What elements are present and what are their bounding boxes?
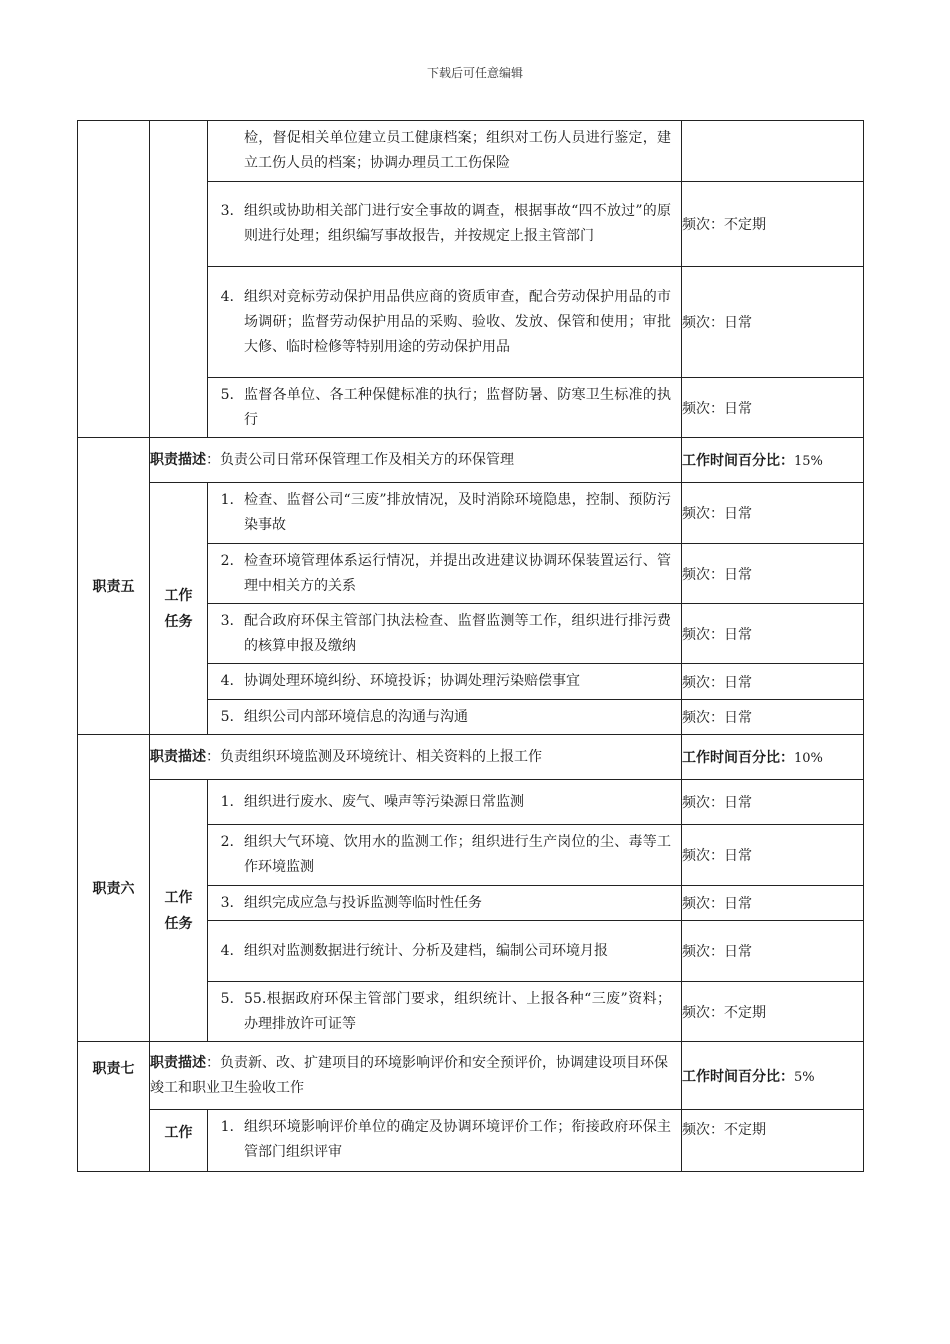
page-header: 下载后可任意编辑 <box>426 66 523 80</box>
desc-text: 负责公司日常环保管理工作及相关方的环保管理 <box>220 451 514 468</box>
pct-value: 5% <box>794 1069 815 1085</box>
task-label <box>150 1110 208 1172</box>
item-number: 5. <box>220 708 234 725</box>
duty-description <box>150 735 682 780</box>
duty-description <box>150 1042 682 1110</box>
task-label-line2: 任务 <box>164 915 193 932</box>
task-item <box>208 886 682 921</box>
table-row <box>78 483 864 544</box>
item-text: 组织进行废水、废气、噪声等污染源日常监测 <box>244 793 524 810</box>
item-text: 协调处理环境纠纷、环境投诉；协调处理污染赔偿事宜 <box>244 673 580 689</box>
task-item <box>208 182 682 267</box>
task-item <box>208 1110 682 1172</box>
item-number <box>208 126 244 176</box>
duty-name: 职责六 <box>78 735 150 1042</box>
duty-description <box>150 438 682 483</box>
item-text: 组织对监测数据进行统计、分析及建档，编制公司环境月报 <box>244 942 608 959</box>
duty-description-row <box>78 438 864 483</box>
frequency-cell <box>682 121 864 182</box>
item-number: 1. <box>220 793 234 810</box>
task-label-line2: 任务 <box>164 613 193 630</box>
desc-label: 职责描述 <box>150 451 206 468</box>
item-text: 检，督促相关单位建立员工健康档案；组织对工伤人员进行鉴定，建立工伤人员的档案；协调办理员工工伤保险 <box>244 130 671 171</box>
time-percentage <box>682 1042 864 1110</box>
task-item <box>208 483 682 544</box>
item-number: 2. <box>220 834 234 850</box>
frequency-cell: 频次：日常 <box>682 886 864 921</box>
item-text: 配合政府环保主管部门执法检查、监督监测等工作，组织进行排污费的核算申报及缴纳 <box>244 612 671 654</box>
frequency-cell: 频次：不定期 <box>682 982 864 1042</box>
pct-colon: ： <box>780 750 794 766</box>
desc-label: 职责描述 <box>150 748 206 765</box>
item-number: 3. <box>220 203 234 219</box>
frequency-cell: 频次：日常 <box>682 664 864 700</box>
frequency-cell: 频次：日常 <box>682 700 864 735</box>
pct-label: 工作时间百分比 <box>682 1068 780 1085</box>
task-label-line1: 工作 <box>164 1125 193 1141</box>
task-label-cell <box>150 121 208 438</box>
task-item <box>208 664 682 700</box>
pct-value: 15% <box>794 454 823 469</box>
item-text: 组织大气环境、饮用水的监测工作；组织进行生产岗位的尘、毒等工作环境监测 <box>244 834 671 875</box>
task-label-line1: 工作 <box>164 889 193 906</box>
frequency-cell: 频次：日常 <box>682 825 864 886</box>
task-item <box>208 378 682 438</box>
time-percentage <box>682 735 864 780</box>
item-text: 监督各单位、各工种保健标准的执行；监督防暑、防寒卫生标准的执行 <box>244 386 671 428</box>
duty-name: 职责五 <box>78 438 150 735</box>
task-item <box>208 700 682 735</box>
frequency-cell: 频次：日常 <box>682 267 864 378</box>
item-number: 3. <box>220 894 234 911</box>
frequency-cell: 频次：日常 <box>682 544 864 604</box>
desc-colon: ： <box>206 451 220 468</box>
task-label <box>150 780 208 1042</box>
time-percentage <box>682 438 864 483</box>
task-item <box>208 921 682 982</box>
pct-colon: ： <box>780 453 794 469</box>
item-text: 检查环境管理体系运行情况，并提出改进建议协调环保装置运行、管理中相关方的关系 <box>244 552 671 594</box>
duty-table <box>77 120 864 1172</box>
item-number: 1. <box>220 492 234 508</box>
table-row <box>78 1110 864 1172</box>
item-text: 组织公司内部环境信息的沟通与沟通 <box>244 708 468 725</box>
pct-value: 10% <box>794 751 823 766</box>
item-number: 4. <box>220 942 234 959</box>
item-text: 检查、监督公司“三废”排放情况，及时消除环境隐患，控制、预防污染事故 <box>244 492 671 533</box>
item-number: 2. <box>220 552 234 569</box>
task-item <box>208 544 682 604</box>
table-row <box>78 780 864 825</box>
frequency-cell: 频次：日常 <box>682 378 864 438</box>
frequency-cell: 频次：日常 <box>682 604 864 664</box>
task-item <box>208 121 682 182</box>
item-number: 4. <box>220 288 234 305</box>
desc-colon: ： <box>206 1054 220 1071</box>
duty-description-row <box>78 735 864 780</box>
item-number: 5. <box>220 386 234 403</box>
item-text: 组织或协助相关部门进行安全事故的调查，根据事故“四不放过”的原则进行处理；组织编写事故报告，并按规定上报主管部门 <box>244 203 671 244</box>
task-label <box>150 483 208 735</box>
duty-name-cell <box>78 121 150 438</box>
frequency-cell: 频次：不定期 <box>682 1110 864 1172</box>
task-item <box>208 780 682 825</box>
item-text: 组织环境影响评价单位的确定及协调环境评价工作；衔接政府环保主管部门组织评审 <box>244 1119 671 1160</box>
duty-description-row <box>78 1042 864 1110</box>
desc-text: 负责组织环境监测及环境统计、相关资料的上报工作 <box>220 748 542 765</box>
table-row <box>78 121 864 182</box>
duty-name: 职责七 <box>78 1042 150 1172</box>
frequency-cell: 频次：不定期 <box>682 182 864 267</box>
desc-text: 负责新、改、扩建项目的环境影响评价和安全预评价，协调建设项目环保竣工和职业卫生验收工作 <box>150 1054 668 1096</box>
task-item <box>208 825 682 886</box>
frequency-cell: 频次：日常 <box>682 780 864 825</box>
desc-colon: ： <box>206 748 220 765</box>
task-item <box>208 267 682 378</box>
task-item <box>208 982 682 1042</box>
task-label-line1: 工作 <box>164 587 193 604</box>
frequency-cell: 频次：日常 <box>682 483 864 544</box>
desc-label: 职责描述 <box>150 1054 206 1071</box>
item-number: 1. <box>220 1119 234 1135</box>
item-number: 4. <box>220 673 234 689</box>
item-number: 5. <box>220 990 234 1007</box>
pct-label: 工作时间百分比 <box>682 750 780 766</box>
item-text: 55.根据政府环保主管部门要求，组织统计、上报各种“三废”资料；办理排放许可证等 <box>244 990 671 1032</box>
item-text: 组织对竞标劳动保护用品供应商的资质审查，配合劳动保护用品的市场调研；监督劳动保护用品的采购、验收、发放、保管和使用；审批大修、临时检修等特别用途的劳动保护用品 <box>244 288 671 355</box>
pct-colon: ： <box>780 1068 794 1085</box>
item-number: 3. <box>220 612 234 629</box>
pct-label: 工作时间百分比 <box>682 453 780 469</box>
frequency-cell: 频次：日常 <box>682 921 864 982</box>
task-item <box>208 604 682 664</box>
item-text: 组织完成应急与投诉监测等临时性任务 <box>244 894 482 911</box>
